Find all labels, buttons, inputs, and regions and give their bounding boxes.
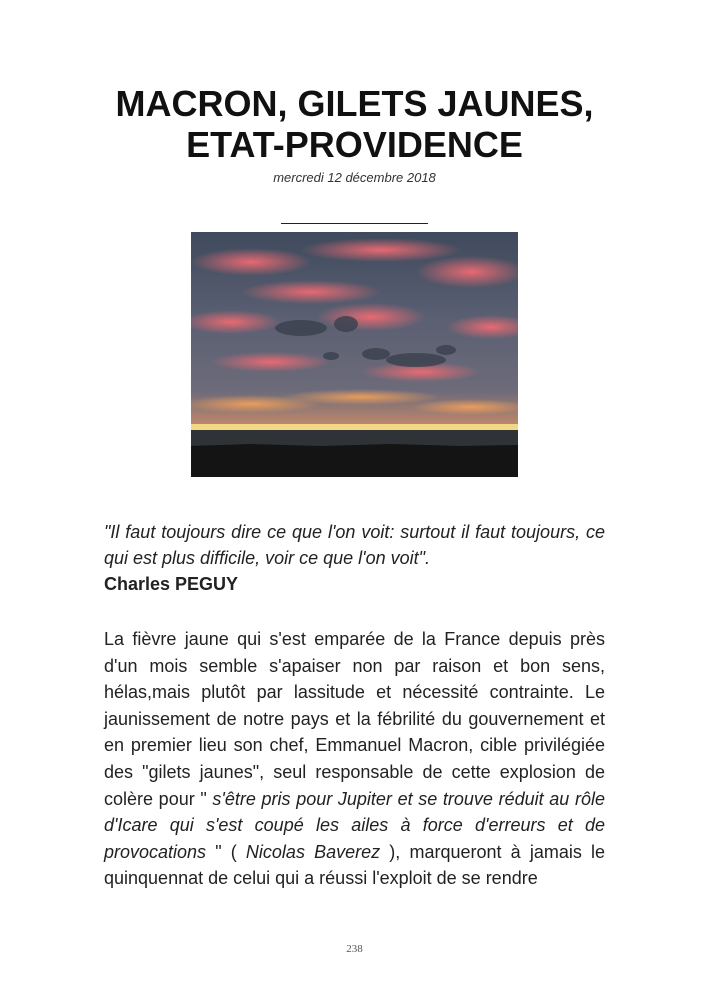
title-line-2: ETAT-PROVIDENCE <box>186 124 523 165</box>
publication-date: mercredi 12 décembre 2018 <box>273 170 436 185</box>
body-part-3: " ( <box>206 841 246 862</box>
body-part-5: ), marqueront à jamais le quinquennat de celui qui a réussi l'exploit de se rendre <box>104 841 605 889</box>
horizon-glow <box>191 424 518 430</box>
article-body <box>104 626 605 892</box>
epigraph-quote: "Il faut toujours dire ce que l'on voit: surtout il faut toujours, ce qui est plus difficile, voir ce que l'on voit". <box>104 522 605 568</box>
body-italic-author: Nicolas Baverez <box>245 841 381 862</box>
page-number: 238 <box>346 943 363 955</box>
article-title <box>60 83 649 165</box>
shore <box>191 444 518 477</box>
quote-author: Charles PEGUY <box>104 574 239 594</box>
title-line-1: MACRON, GILETS JAUNES, <box>115 83 594 124</box>
sunset-photo <box>191 232 518 477</box>
body-italic-quote: s'être pris pour Jupiter et se trouve réduit au rôle d'Icare qui s'est coupé les ailes à force d'erreurs et de provocations <box>104 788 605 862</box>
body-part-1: La fièvre jaune qui s'est emparée de la France depuis près d'un mois semble s'apaiser non par raison et bon sens, hélas,mais plutôt par lassitude et nécessité contrainte. Le jaunissement de notre pays et la fébrilité du gouvernement et en premier lieu son chef, Emmanuel Macron, cible privilégiée des "gilets jaunes", seul responsable de cette explosion de colère pour " <box>104 629 605 809</box>
separator-rule <box>281 223 428 224</box>
